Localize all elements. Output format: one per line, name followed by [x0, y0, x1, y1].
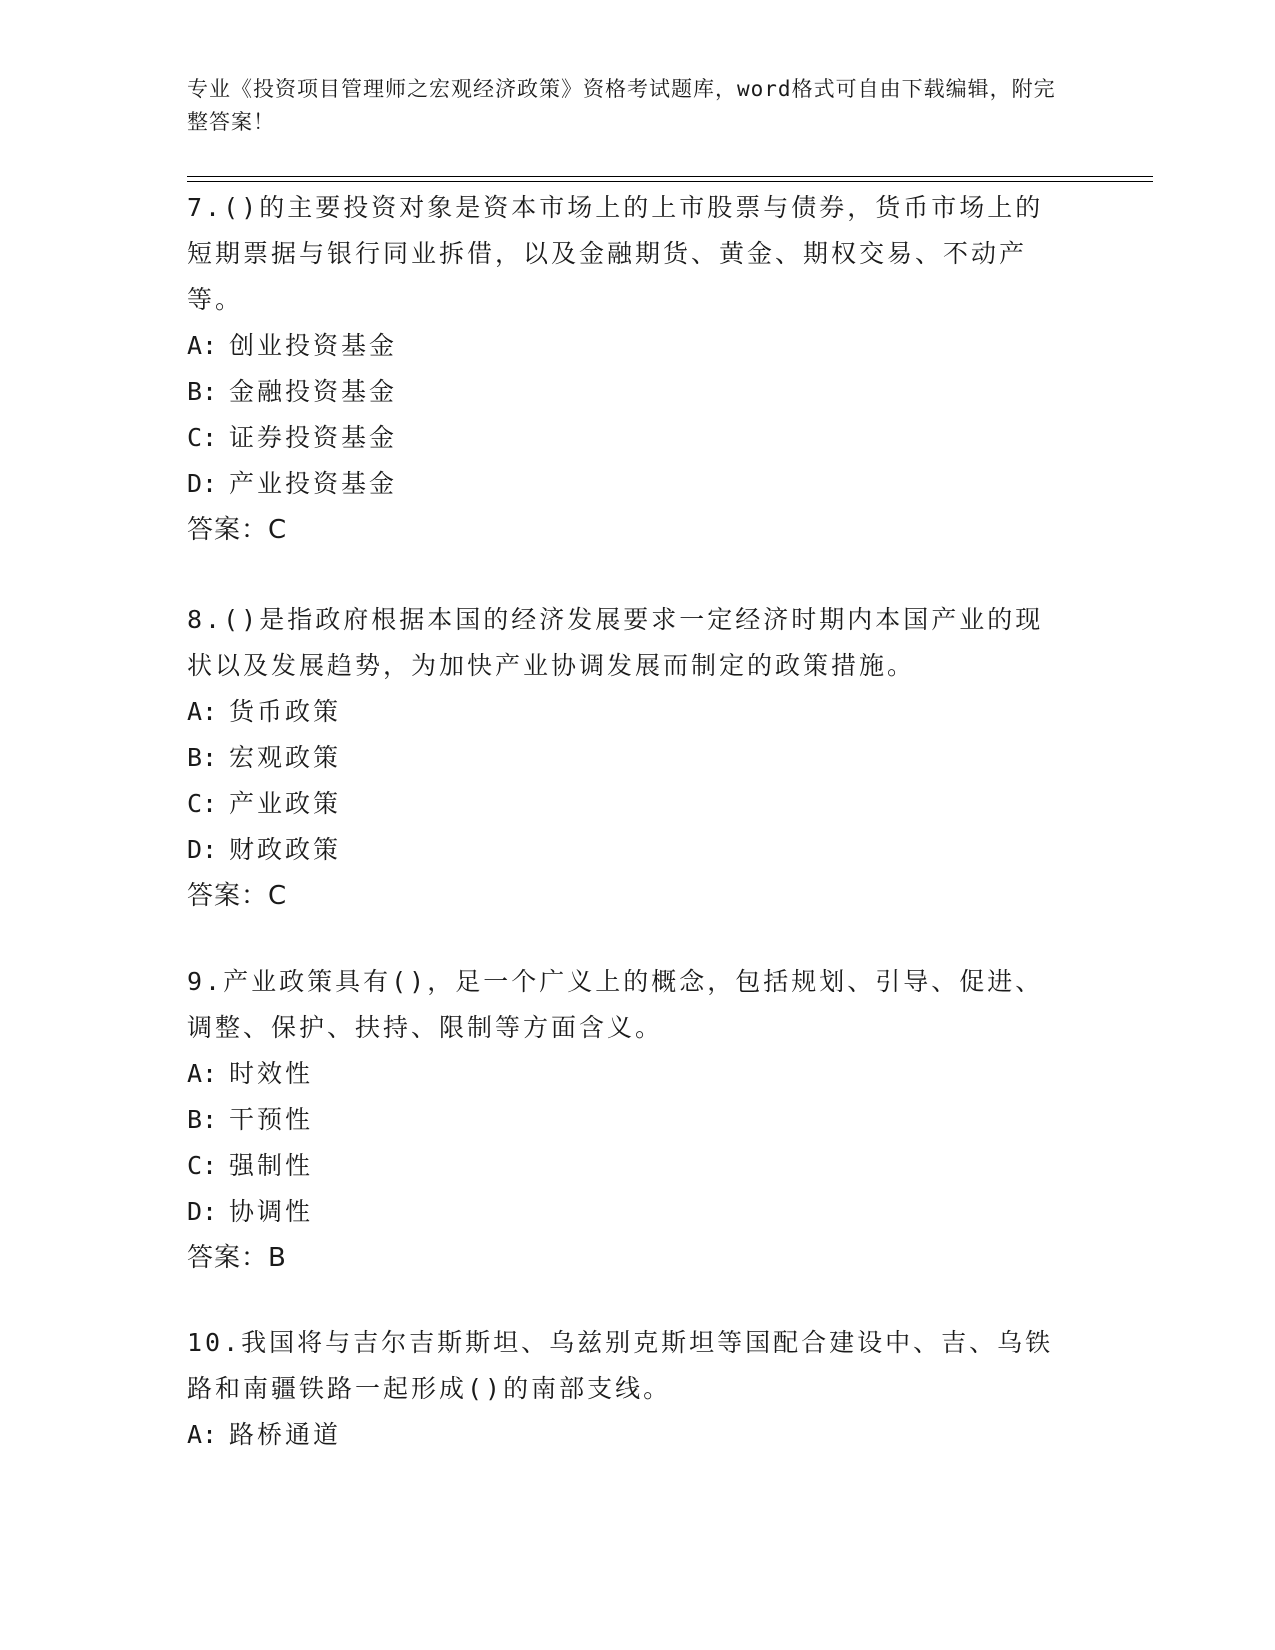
option-a	[187, 1412, 1067, 1458]
option-text: 宏观政策	[229, 743, 342, 772]
option-d	[187, 1189, 1067, 1235]
answer: 答案：B	[187, 1243, 287, 1273]
option-b	[187, 369, 1067, 415]
option-letter: B:	[187, 743, 218, 772]
question-stem: 7.()的主要投资对象是资本市场上的上市股票与债券，货币市场上的短期票据与银行同业拆借，以及金融期货、黄金、期权交易、不动产等。	[187, 193, 1044, 314]
option-text: 路桥通道	[229, 1420, 342, 1449]
option-text: 金融投资基金	[229, 377, 398, 406]
option-text: 干预性	[229, 1105, 314, 1134]
option-letter: A:	[187, 697, 218, 726]
option-text: 时效性	[229, 1059, 314, 1088]
option-d	[187, 827, 1067, 873]
option-c	[187, 1143, 1067, 1189]
question-7	[187, 185, 1067, 553]
question-9	[187, 959, 1067, 1281]
answer: 答案：C	[187, 515, 288, 545]
option-letter: C:	[187, 789, 218, 818]
question-stem: 8.()是指政府根据本国的经济发展要求一定经济时期内本国产业的现状以及发展趋势，为加快产业协调发展而制定的政策措施。	[187, 605, 1044, 680]
question-10	[187, 1320, 1067, 1458]
question-stem: 9.产业政策具有()，足一个广义上的概念，包括规划、引导、促进、调整、保护、扶持、限制等方面含义。	[187, 967, 1044, 1042]
option-text: 强制性	[229, 1151, 314, 1180]
option-a	[187, 323, 1067, 369]
option-letter: D:	[187, 835, 218, 864]
option-text: 财政政策	[229, 835, 342, 864]
option-c	[187, 781, 1067, 827]
question-stem: 10.我国将与吉尔吉斯斯坦、乌兹别克斯坦等国配合建设中、吉、乌铁路和南疆铁路一起形成()的南部支线。	[187, 1328, 1054, 1403]
option-letter: B:	[187, 1105, 218, 1134]
document-header: 专业《投资项目管理师之宏观经济政策》资格考试题库，word格式可自由下载编辑，附完整答案！	[187, 77, 1056, 134]
option-text: 创业投资基金	[229, 331, 398, 360]
option-letter: C:	[187, 1151, 218, 1180]
option-letter: A:	[187, 1420, 218, 1449]
option-letter: B:	[187, 377, 218, 406]
option-letter: D:	[187, 469, 218, 498]
option-c	[187, 415, 1067, 461]
option-a	[187, 1051, 1067, 1097]
option-letter: A:	[187, 1059, 218, 1088]
option-letter: C:	[187, 423, 218, 452]
option-text: 产业投资基金	[229, 469, 398, 498]
option-text: 产业政策	[229, 789, 342, 818]
option-letter: A:	[187, 331, 218, 360]
header-divider-bottom	[187, 181, 1153, 182]
option-text: 证券投资基金	[229, 423, 398, 452]
question-8	[187, 597, 1067, 919]
option-b	[187, 1097, 1067, 1143]
answer: 答案：C	[187, 881, 288, 911]
header-divider-top	[187, 176, 1153, 177]
option-text: 协调性	[229, 1197, 314, 1226]
option-text: 货币政策	[229, 697, 342, 726]
option-letter: D:	[187, 1197, 218, 1226]
option-d	[187, 461, 1067, 507]
option-a	[187, 689, 1067, 735]
option-b	[187, 735, 1067, 781]
